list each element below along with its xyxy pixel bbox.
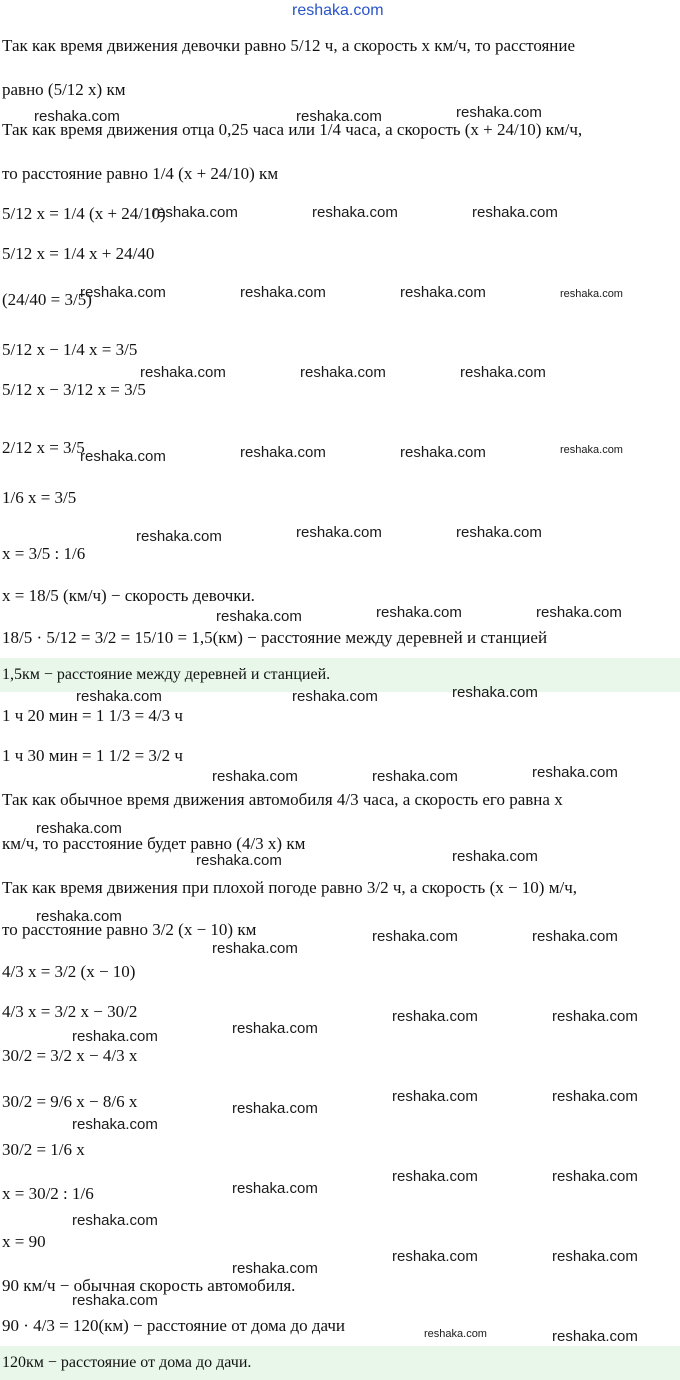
solution-line: 18/5 · 5/12 = 3/2 = 15/10 = 1,5(км) − расстояние между деревней и станцией (2, 628, 548, 647)
answer-highlight (0, 658, 680, 692)
watermark: reshaka.com (72, 1116, 158, 1133)
watermark: reshaka.com (372, 768, 458, 785)
watermark: reshaka.com (392, 1008, 478, 1025)
solution-line: 1 ч 20 мин = 1 1/3 = 4/3 ч (2, 706, 183, 725)
solution-line: 90 км/ч − обычная скорость автомобиля. (2, 1276, 296, 1295)
answer-text: 1,5км − расстояние между деревней и станцией. (2, 666, 331, 683)
solution-line: 1/6 x = 3/5 (2, 488, 77, 507)
watermark: reshaka.com (552, 1328, 638, 1345)
solution-line: 4/3 x = 3/2 x − 30/2 (2, 1002, 138, 1021)
solution-line: 30/2 = 3/2 x − 4/3 x (2, 1046, 138, 1065)
watermark: reshaka.com (36, 908, 122, 925)
watermark: reshaka.com (296, 524, 382, 541)
watermark: reshaka.com (72, 1212, 158, 1229)
watermark: reshaka.com (240, 284, 326, 301)
watermark: reshaka.com (216, 608, 302, 625)
watermark: reshaka.com (400, 444, 486, 461)
solution-line: x = 30/2 : 1/6 (2, 1184, 94, 1203)
solution-line: x = 18/5 (км/ч) − скорость девочки. (2, 586, 255, 605)
watermark: reshaka.com (152, 204, 238, 221)
watermark: reshaka.com (34, 108, 120, 125)
watermark: reshaka.com (232, 1020, 318, 1037)
watermark: reshaka.com (552, 1168, 638, 1185)
watermark: reshaka.com (212, 768, 298, 785)
solution-line: 5/12 x − 3/12 x = 3/5 (2, 380, 146, 399)
solution-line: Так как время движения отца 0,25 часа или 1/4 часа, а скорость (x + 24/10) км/ч, (2, 120, 583, 139)
solution-line: (24/40 = 3/5) (2, 290, 92, 309)
watermark: reshaka.com (36, 820, 122, 837)
answer-text: 120км − расстояние от дома до дачи. (2, 1354, 252, 1371)
answer-highlight (0, 1346, 680, 1380)
watermark: reshaka.com (532, 764, 618, 781)
solution-line: 5/12 x = 1/4 (x + 24/10) (2, 204, 166, 223)
solution-line: км/ч, то расстояние будет равно (4/3 x) км (2, 834, 306, 853)
watermark: reshaka.com (456, 104, 542, 121)
watermark: reshaka.com (452, 684, 538, 701)
watermark: reshaka.com (232, 1260, 318, 1277)
watermark: reshaka.com (76, 688, 162, 705)
watermark: reshaka.com (196, 852, 282, 869)
watermark: reshaka.com (392, 1168, 478, 1185)
watermark: reshaka.com (232, 1180, 318, 1197)
solution-line: 90 · 4/3 = 120(км) − расстояние от дома до дачи (2, 1316, 346, 1335)
site-header: reshaka.com (292, 2, 384, 19)
watermark: reshaka.com (560, 288, 623, 300)
watermark: reshaka.com (424, 1328, 487, 1340)
watermark: reshaka.com (212, 940, 298, 957)
solution-line: 30/2 = 1/6 x (2, 1140, 85, 1159)
watermark: reshaka.com (140, 364, 226, 381)
solution-line: x = 3/5 : 1/6 (2, 544, 86, 563)
solution-line: Так как время движения девочки равно 5/12 ч, а скорость x км/ч, то расстояние (2, 36, 576, 55)
watermark: reshaka.com (136, 528, 222, 545)
watermark: reshaka.com (376, 604, 462, 621)
watermark: reshaka.com (232, 1100, 318, 1117)
watermark: reshaka.com (72, 1292, 158, 1309)
watermark: reshaka.com (552, 1088, 638, 1105)
solution-line: 30/2 = 9/6 x − 8/6 x (2, 1092, 138, 1111)
solution-line: 2/12 x = 3/5 (2, 438, 85, 457)
watermark: reshaka.com (292, 688, 378, 705)
solution-line: Так как время движения при плохой погоде равно 3/2 ч, а скорость (x − 10) м/ч, (2, 878, 578, 897)
watermark: reshaka.com (472, 204, 558, 221)
watermark: reshaka.com (552, 1248, 638, 1265)
watermark: reshaka.com (392, 1088, 478, 1105)
solution-line: 1 ч 30 мин = 1 1/2 = 3/2 ч (2, 746, 183, 765)
watermark: reshaka.com (536, 604, 622, 621)
watermark: reshaka.com (80, 284, 166, 301)
watermark: reshaka.com (532, 928, 618, 945)
watermark: reshaka.com (452, 848, 538, 865)
solution-line: 5/12 x − 1/4 x = 3/5 (2, 340, 138, 359)
watermark: reshaka.com (296, 108, 382, 125)
watermark: reshaka.com (392, 1248, 478, 1265)
solution-line: то расстояние равно 3/2 (x − 10) км (2, 920, 257, 939)
solution-line: равно (5/12 x) км (2, 80, 126, 99)
watermark: reshaka.com (560, 444, 623, 456)
watermark: reshaka.com (80, 448, 166, 465)
solution-line: то расстояние равно 1/4 (x + 24/10) км (2, 164, 279, 183)
solution-line: x = 90 (2, 1232, 46, 1251)
watermark: reshaka.com (240, 444, 326, 461)
watermark: reshaka.com (300, 364, 386, 381)
watermark: reshaka.com (552, 1008, 638, 1025)
watermark: reshaka.com (72, 1028, 158, 1045)
solution-line: 5/12 x = 1/4 x + 24/40 (2, 244, 155, 263)
watermark: reshaka.com (400, 284, 486, 301)
watermark: reshaka.com (456, 524, 542, 541)
watermark: reshaka.com (372, 928, 458, 945)
watermark: reshaka.com (460, 364, 546, 381)
solution-line: 4/3 x = 3/2 (x − 10) (2, 962, 136, 981)
watermark: reshaka.com (312, 204, 398, 221)
solution-line: Так как обычное время движения автомобиля 4/3 часа, а скорость его равна x (2, 790, 563, 809)
